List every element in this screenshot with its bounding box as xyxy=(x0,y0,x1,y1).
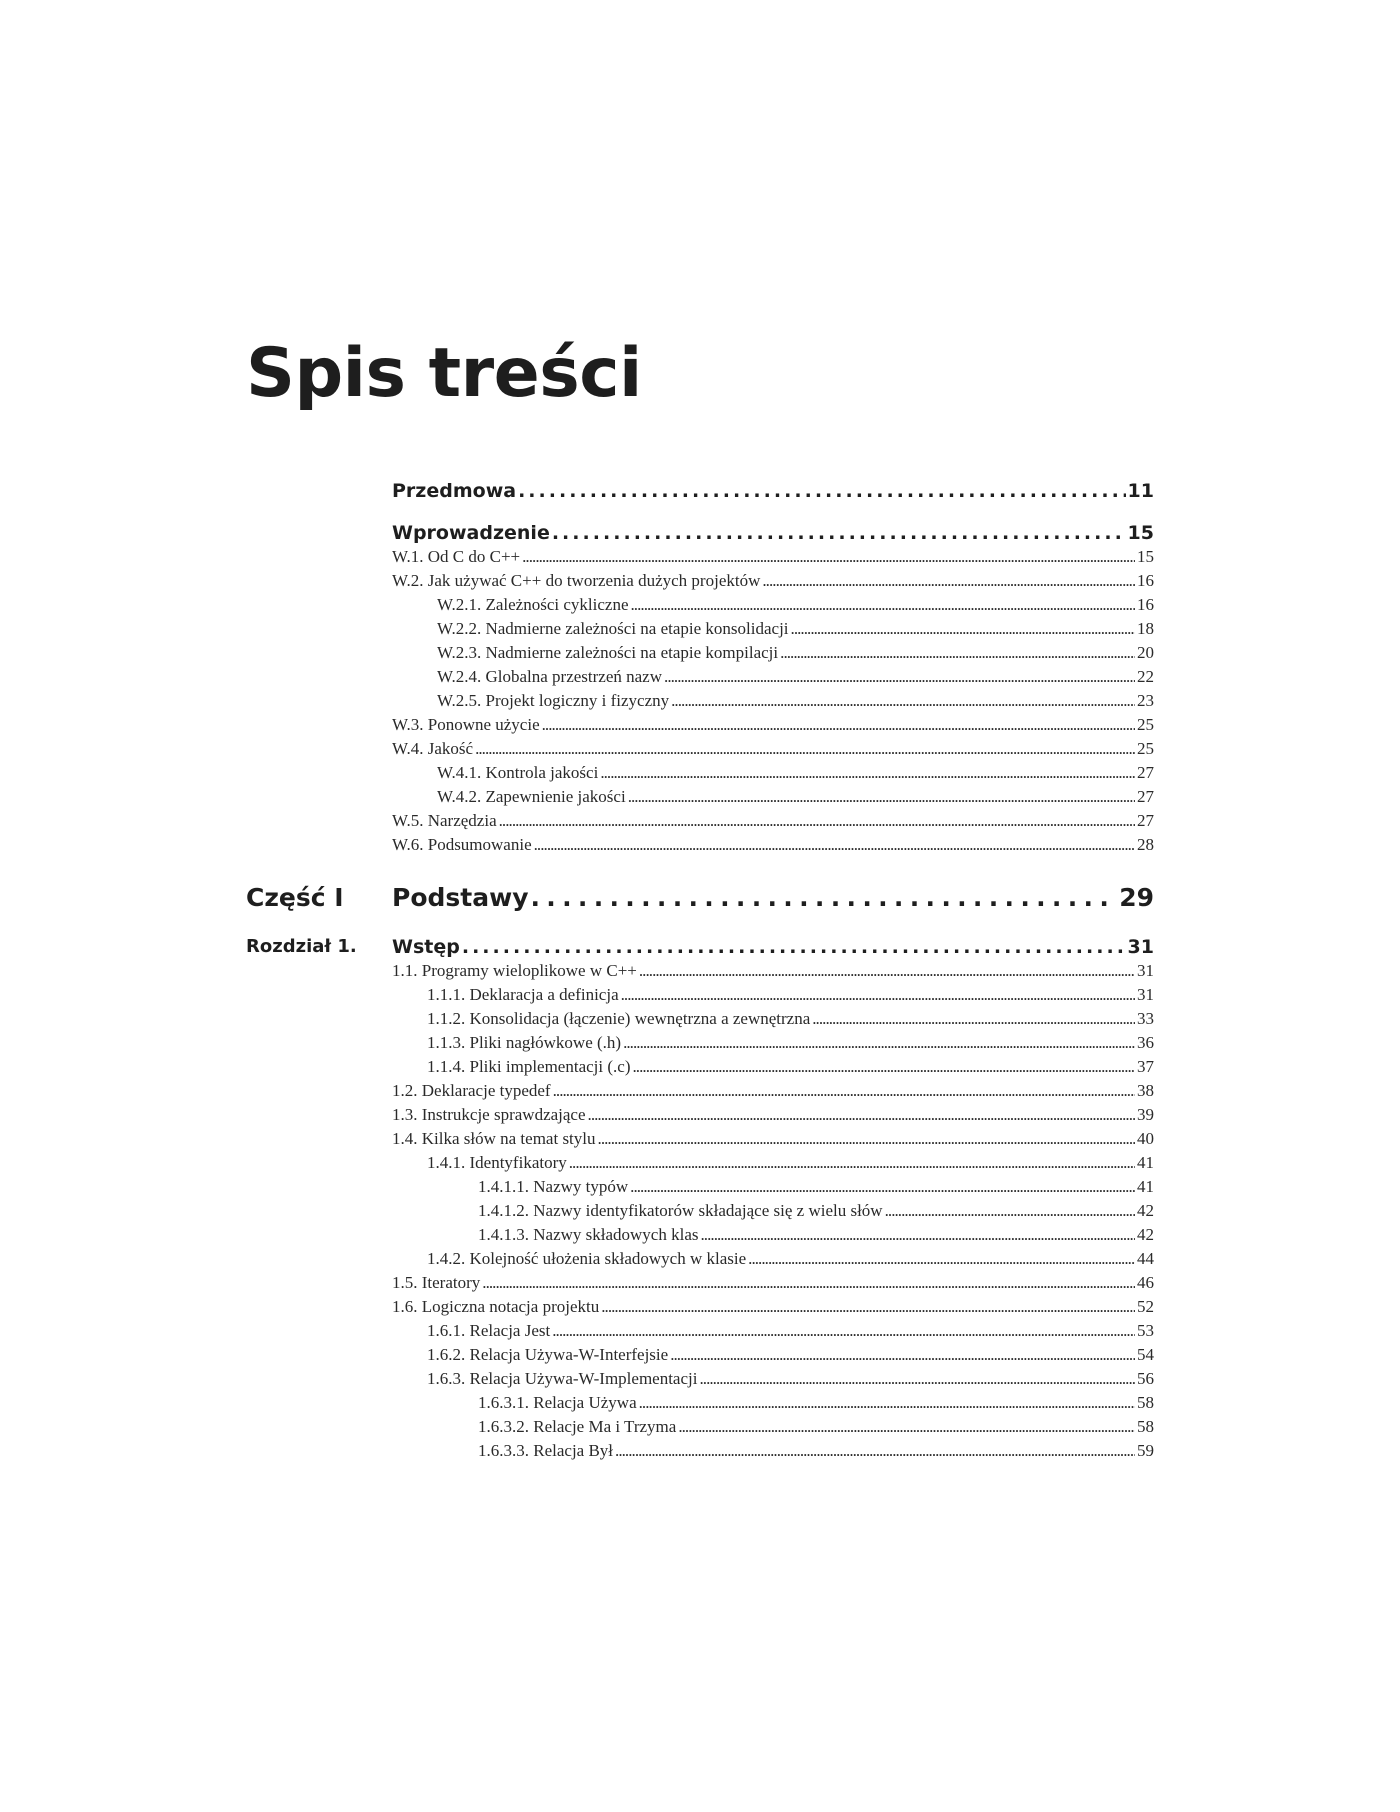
toc-label: Wprowadzenie xyxy=(392,522,550,544)
toc-page-number: 31 xyxy=(1137,985,1154,1004)
toc-entry[interactable] xyxy=(478,1176,1154,1198)
toc-label: 1.4.2. Kolejność ułożenia składowych w klasie xyxy=(427,1249,747,1268)
toc-label: W.4.1. Kontrola jakości xyxy=(437,763,599,782)
toc-page-number: 15 xyxy=(1127,522,1154,544)
toc-entry[interactable] xyxy=(427,1368,1154,1390)
toc-page-number: 23 xyxy=(1137,691,1154,710)
toc-entry[interactable] xyxy=(478,1224,1154,1246)
toc-page-number: 41 xyxy=(1137,1177,1154,1196)
dot-leader xyxy=(631,594,1136,616)
toc-label: W.1. Od C do C++ xyxy=(392,547,521,566)
toc-entry[interactable] xyxy=(427,1344,1154,1366)
dot-leader xyxy=(475,738,1135,760)
toc-part-heading[interactable] xyxy=(392,882,1154,914)
toc-label: 1.6.1. Relacja Jest xyxy=(427,1321,551,1340)
toc-label: 1.5. Iteratory xyxy=(392,1273,481,1292)
toc-page-number: 36 xyxy=(1137,1033,1154,1052)
dot-leader xyxy=(664,666,1135,688)
dot-leader xyxy=(623,1032,1135,1054)
toc-label: 1.3. Instrukcje sprawdzające xyxy=(392,1105,586,1124)
toc-label: W.2.2. Nadmierne zależności na etapie konsolidacji xyxy=(437,619,789,638)
dot-leader xyxy=(630,1176,1135,1198)
toc-entry[interactable] xyxy=(392,1104,1154,1126)
toc-entry[interactable] xyxy=(392,1272,1154,1294)
toc-label: W.3. Ponowne użycie xyxy=(392,715,540,734)
dot-leader xyxy=(462,934,1126,960)
dot-leader xyxy=(552,1320,1135,1342)
toc-entry[interactable] xyxy=(478,1200,1154,1222)
dot-leader xyxy=(482,1272,1135,1294)
toc-label: W.2. Jak używać C++ do tworzenia dużych projektów xyxy=(392,571,761,590)
toc-label: 1.4.1.3. Nazwy składowych klas xyxy=(478,1225,699,1244)
toc-label: 1.1.3. Pliki nagłówkowe (.h) xyxy=(427,1033,622,1052)
dot-leader xyxy=(621,984,1135,1006)
dot-leader xyxy=(748,1248,1135,1270)
toc-page-number: 59 xyxy=(1137,1441,1154,1460)
toc-entry[interactable] xyxy=(478,1392,1154,1414)
toc-page-number: 25 xyxy=(1137,739,1154,758)
toc-page-number: 31 xyxy=(1137,961,1154,980)
toc-page-number: 37 xyxy=(1137,1057,1154,1076)
dot-leader xyxy=(670,1344,1135,1366)
toc-page-number: 27 xyxy=(1137,763,1154,782)
toc-page-number: 44 xyxy=(1137,1249,1154,1268)
page-title: Spis treści xyxy=(246,334,642,413)
toc-entry[interactable] xyxy=(437,690,1154,712)
toc-entry[interactable] xyxy=(427,1032,1154,1054)
toc-page-number: 40 xyxy=(1137,1129,1154,1148)
toc-entry[interactable] xyxy=(392,738,1154,760)
dot-leader xyxy=(569,1152,1135,1174)
toc-page-number: 41 xyxy=(1137,1153,1154,1172)
toc-page-number: 38 xyxy=(1137,1081,1154,1100)
toc-entry[interactable] xyxy=(437,618,1154,640)
toc-label: Wstęp xyxy=(392,936,460,958)
dot-leader xyxy=(615,1440,1135,1462)
toc-page-number: 15 xyxy=(1137,547,1154,566)
toc-entry[interactable] xyxy=(427,1248,1154,1270)
dot-leader xyxy=(678,1416,1135,1438)
toc-page-number: 39 xyxy=(1137,1105,1154,1124)
toc-label: W.2.3. Nadmierne zależności na etapie kompilacji xyxy=(437,643,779,662)
toc-heading-intro[interactable] xyxy=(392,520,1154,546)
toc-entry[interactable] xyxy=(437,642,1154,664)
toc-label: 1.4.1.1. Nazwy typów xyxy=(478,1177,629,1196)
toc-label: 1.6.3.1. Relacja Używa xyxy=(478,1393,637,1412)
toc-page-number: 58 xyxy=(1137,1417,1154,1436)
toc-entry[interactable] xyxy=(427,984,1154,1006)
toc-page-number: 42 xyxy=(1137,1225,1154,1244)
toc-page-number: 16 xyxy=(1137,571,1154,590)
dot-leader xyxy=(639,960,1135,982)
toc-entry[interactable] xyxy=(437,594,1154,616)
toc-label: Podstawy xyxy=(392,883,529,912)
toc-label: 1.4. Kilka słów na temat stylu xyxy=(392,1129,596,1148)
dot-leader xyxy=(780,642,1135,664)
toc-entry[interactable] xyxy=(437,762,1154,784)
toc-page-number: 58 xyxy=(1137,1393,1154,1412)
dot-leader xyxy=(600,762,1135,784)
dot-leader xyxy=(588,1104,1135,1126)
toc-label: 1.1.1. Deklaracja a definicja xyxy=(427,985,619,1004)
toc-page-number: 29 xyxy=(1119,883,1154,912)
toc-page-number: 22 xyxy=(1137,667,1154,686)
toc-label: 1.1.4. Pliki implementacji (.c) xyxy=(427,1057,631,1076)
toc-entry[interactable] xyxy=(427,1008,1154,1030)
toc-label: 1.6.2. Relacja Używa-W-Interfejsie xyxy=(427,1345,669,1364)
toc-label: 1.1.2. Konsolidacja (łączenie) wewnętrzna a zewnętrzna xyxy=(427,1009,811,1028)
toc-entry[interactable] xyxy=(392,1080,1154,1102)
toc-entry[interactable] xyxy=(392,960,1154,982)
dot-leader xyxy=(699,1368,1135,1390)
dot-leader xyxy=(552,520,1126,546)
toc-entry[interactable] xyxy=(392,714,1154,736)
toc-label: W.2.4. Globalna przestrzeń nazw xyxy=(437,667,663,686)
dot-leader xyxy=(518,478,1125,504)
toc-label: 1.1. Programy wieloplikowe w C++ xyxy=(392,961,637,980)
dot-leader xyxy=(701,1224,1136,1246)
toc-label: 1.2. Deklaracje typedef xyxy=(392,1081,551,1100)
toc-page-number: 42 xyxy=(1137,1201,1154,1220)
dot-leader xyxy=(499,810,1135,832)
dot-leader xyxy=(885,1200,1135,1222)
toc-label: 1.6.3.3. Relacja Był xyxy=(478,1441,614,1460)
chapter-label: Rozdział 1. xyxy=(246,936,357,957)
toc-page-number: 16 xyxy=(1137,595,1154,614)
dot-leader xyxy=(628,786,1135,808)
toc-entry[interactable] xyxy=(392,810,1154,832)
toc-entry[interactable] xyxy=(437,666,1154,688)
toc-label: 1.4.1.2. Nazwy identyfikatorów składające się z wielu słów xyxy=(478,1201,883,1220)
toc-page-number: 27 xyxy=(1137,811,1154,830)
dot-leader xyxy=(598,1128,1135,1150)
toc-chapter-heading[interactable] xyxy=(392,934,1154,960)
dot-leader xyxy=(542,714,1135,736)
dot-leader xyxy=(553,1080,1135,1102)
toc-entry[interactable] xyxy=(427,1320,1154,1342)
dot-leader xyxy=(522,546,1135,568)
toc-label: 1.6.3.2. Relacje Ma i Trzyma xyxy=(478,1417,677,1436)
toc-entry[interactable] xyxy=(478,1416,1154,1438)
toc-label: W.2.1. Zależności cykliczne xyxy=(437,595,629,614)
dot-leader xyxy=(534,834,1135,856)
toc-label: W.4.2. Zapewnienie jakości xyxy=(437,787,626,806)
toc-label: W.4. Jakość xyxy=(392,739,474,758)
toc-heading-preface[interactable] xyxy=(392,478,1154,504)
toc-page-number: 25 xyxy=(1137,715,1154,734)
dot-leader xyxy=(671,690,1135,712)
toc-label: W.2.5. Projekt logiczny i fizyczny xyxy=(437,691,670,710)
toc-label: 1.6. Logiczna notacja projektu xyxy=(392,1297,600,1316)
toc-label: Przedmowa xyxy=(392,480,517,502)
toc-page-number: 11 xyxy=(1127,480,1154,502)
toc-page-number: 53 xyxy=(1137,1321,1154,1340)
toc-entry[interactable] xyxy=(392,570,1154,592)
toc-entry[interactable] xyxy=(392,1128,1154,1150)
toc-label: 1.4.1. Identyfikatory xyxy=(427,1153,567,1172)
part-label: Część I xyxy=(246,883,344,912)
toc-label: W.6. Podsumowanie xyxy=(392,835,532,854)
toc-page-number: 33 xyxy=(1137,1009,1154,1028)
toc-entry[interactable] xyxy=(427,1056,1154,1078)
toc-page-number: 27 xyxy=(1137,787,1154,806)
toc-page-number: 52 xyxy=(1137,1297,1154,1316)
toc-page-number: 28 xyxy=(1137,835,1154,854)
toc-entry[interactable] xyxy=(392,1296,1154,1318)
dot-leader xyxy=(791,618,1135,640)
dot-leader xyxy=(531,882,1118,914)
dot-leader xyxy=(633,1056,1136,1078)
toc-entry[interactable] xyxy=(392,834,1154,856)
toc-entry[interactable] xyxy=(478,1440,1154,1462)
toc-entry[interactable] xyxy=(392,546,1154,568)
toc-page-number: 56 xyxy=(1137,1369,1154,1388)
toc-page-number: 31 xyxy=(1127,936,1154,958)
dot-leader xyxy=(639,1392,1135,1414)
dot-leader xyxy=(601,1296,1135,1318)
toc-page-number: 20 xyxy=(1137,643,1154,662)
toc-label: W.5. Narzędzia xyxy=(392,811,497,830)
toc-entry[interactable] xyxy=(437,786,1154,808)
toc-page-number: 46 xyxy=(1137,1273,1154,1292)
toc-label: 1.6.3. Relacja Używa-W-Implementacji xyxy=(427,1369,698,1388)
dot-leader xyxy=(812,1008,1135,1030)
dot-leader xyxy=(762,570,1135,592)
toc-page-number: 54 xyxy=(1137,1345,1154,1364)
toc-entry[interactable] xyxy=(427,1152,1154,1174)
toc-page-number: 18 xyxy=(1137,619,1154,638)
